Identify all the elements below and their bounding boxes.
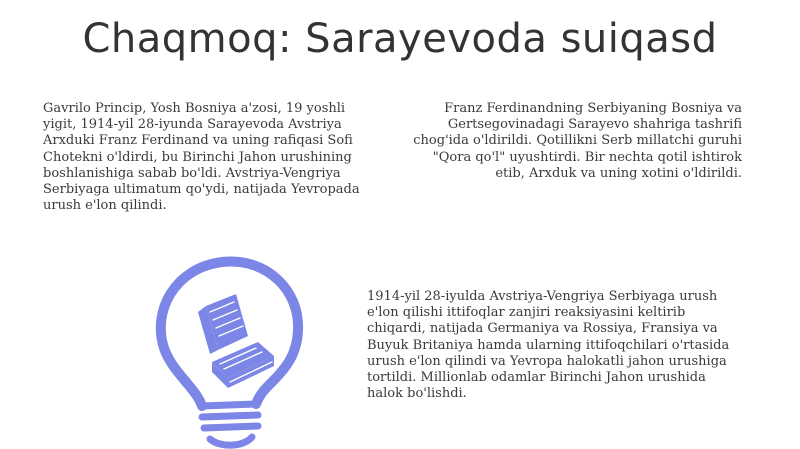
slide-title: Chaqmoq: Sarayevoda suiqasd (82, 16, 718, 62)
paragraph-bottom: 1914-yil 28-iyulda Avstriya-Vengriya Serbiyaga urush e'lon qilishi ittifoqlar zanjiri reaksiyasini keltirib chiqardi, natijada Germaniya va Rossiya, Fransiya va Buyuk Britaniya hamda ularning ittifoqchilari o'rtasida urush e'lon qilindi va Yevropa halokatli jahon urushiga tortildi. Millionlab odamlar Birinchi Jahon urushida halok bo'lishdi. (367, 289, 730, 402)
lightbulb-book-icon (150, 254, 310, 449)
paragraph-right: Franz Ferdinandning Serbiyaning Bosniya va Gertsegovinadagi Sarayevo shahriga tashrifi chog'ida o'ldirildi. Qotillikni Serb millatchi guruhi "Qora qo'l" uyushtirdi. Bir nechta qotil ishtirok etib, Arxduk va uning xotini o'ldirildi. (413, 101, 742, 181)
paragraph-left: Gavrilo Princip, Yosh Bosniya a'zosi, 19 yoshli yigit, 1914-yil 28-iyunda Sarayevoda Avstriya Arxduki Franz Ferdinand va uning rafiqasi Sofi Chotekni o'ldirdi, bu Birinchi Jahon urushining boshlanishiga sabab bo'ldi. Avstriya-Vengriya Serbiyaga ultimatum qo'ydi, natijada Yevropada urush e'lon qilindi. (43, 101, 360, 214)
